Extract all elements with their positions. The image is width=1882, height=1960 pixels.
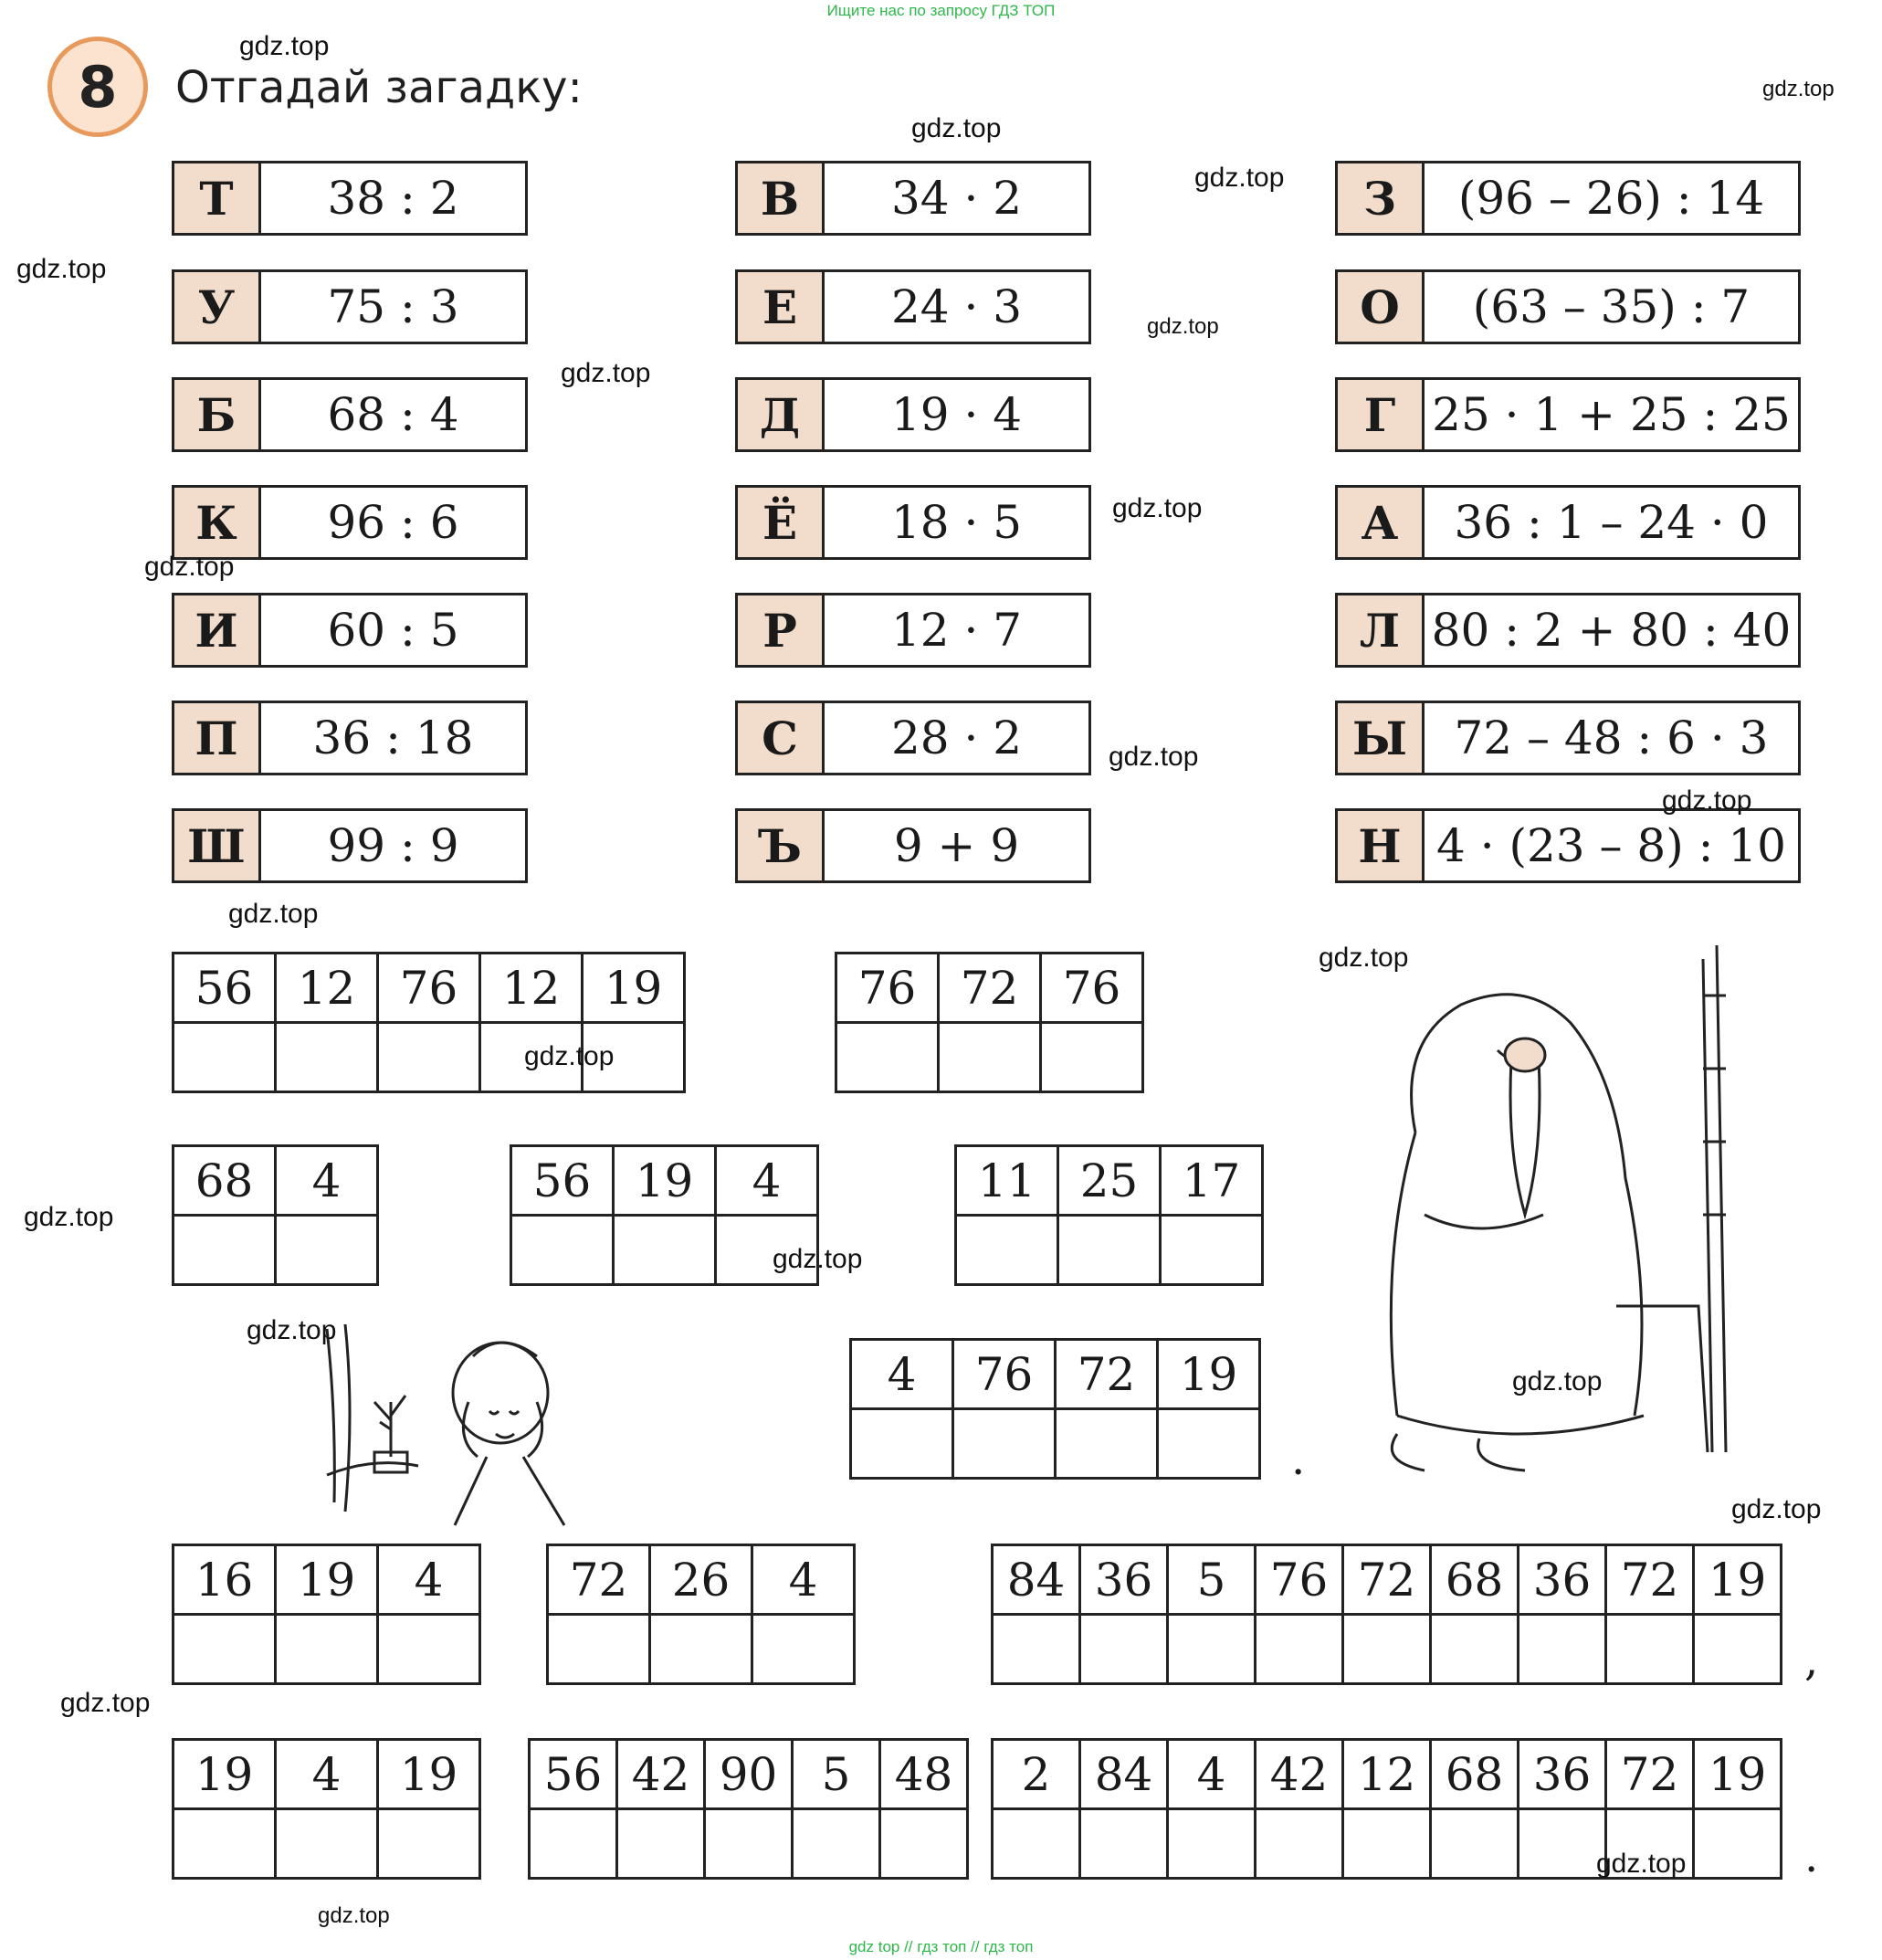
watermark: gdz.top bbox=[239, 31, 330, 61]
answer-cell[interactable] bbox=[1080, 1809, 1168, 1879]
answer-cell[interactable] bbox=[793, 1809, 880, 1879]
card-sh bbox=[172, 808, 528, 883]
grid-number: 68 bbox=[1431, 1545, 1519, 1615]
watermark: gdz.top bbox=[318, 1903, 390, 1928]
answer-cell[interactable] bbox=[1041, 1023, 1143, 1092]
answer-cell[interactable] bbox=[1519, 1615, 1606, 1684]
watermark: gdz.top bbox=[773, 1244, 863, 1274]
card-letter: А bbox=[1338, 488, 1425, 557]
card-expression: 18 · 5 bbox=[890, 496, 1023, 549]
answer-cell[interactable] bbox=[511, 1216, 614, 1285]
answer-cell[interactable] bbox=[851, 1409, 953, 1479]
answer-cell[interactable] bbox=[1694, 1809, 1782, 1879]
answer-cell[interactable] bbox=[956, 1216, 1058, 1285]
watermark: gdz.top bbox=[1596, 1849, 1687, 1879]
grid-number: 19 bbox=[378, 1740, 480, 1809]
answer-cell[interactable] bbox=[1519, 1809, 1606, 1879]
grid-number: 5 bbox=[1168, 1545, 1256, 1615]
answer-grid-11 bbox=[528, 1738, 969, 1880]
grid-number: 72 bbox=[939, 954, 1041, 1023]
answer-cell[interactable] bbox=[378, 1023, 480, 1092]
answer-cell[interactable] bbox=[939, 1023, 1041, 1092]
grid-number: 36 bbox=[1519, 1740, 1606, 1809]
watermark: gdz.top bbox=[1512, 1366, 1603, 1396]
grid-number: 72 bbox=[1606, 1545, 1694, 1615]
grid-number: 12 bbox=[276, 954, 378, 1023]
answer-cell[interactable] bbox=[276, 1023, 378, 1092]
card-expression: 9 + 9 bbox=[893, 819, 1020, 872]
answer-cell[interactable] bbox=[1431, 1809, 1519, 1879]
answer-cell[interactable] bbox=[173, 1809, 276, 1879]
card-n bbox=[1335, 808, 1801, 883]
answer-cell[interactable] bbox=[1080, 1615, 1168, 1684]
grid-number: 19 bbox=[173, 1740, 276, 1809]
grid-number: 2 bbox=[993, 1740, 1080, 1809]
grid-number: 19 bbox=[276, 1545, 378, 1615]
card-letter: Б bbox=[174, 380, 261, 449]
card-letter: П bbox=[174, 703, 261, 773]
card-i bbox=[172, 593, 528, 668]
watermark: gdz.top bbox=[524, 1041, 615, 1071]
period-mark: . bbox=[1291, 1434, 1306, 1485]
card-expression: (63 – 35) : 7 bbox=[1472, 280, 1751, 333]
grid-number: 56 bbox=[511, 1146, 614, 1216]
card-yo bbox=[735, 485, 1091, 560]
answer-cell[interactable] bbox=[1158, 1409, 1260, 1479]
card-letter: Т bbox=[174, 163, 261, 233]
answer-cell[interactable] bbox=[378, 1615, 480, 1684]
answer-cell[interactable] bbox=[1168, 1809, 1256, 1879]
exercise-title: Отгадай загадку: bbox=[175, 62, 583, 113]
watermark: gdz.top bbox=[1109, 742, 1199, 772]
watermark: gdz.top bbox=[1319, 943, 1409, 973]
card-letter: Р bbox=[738, 595, 825, 665]
card-expression: 28 · 2 bbox=[890, 711, 1023, 764]
answer-grid-7 bbox=[172, 1544, 481, 1685]
watermark: gdz.top bbox=[1194, 163, 1285, 193]
answer-cell[interactable] bbox=[378, 1809, 480, 1879]
answer-cell[interactable] bbox=[1168, 1615, 1256, 1684]
card-expression: 4 · (23 – 8) : 10 bbox=[1436, 819, 1786, 872]
exercise-number: 8 bbox=[78, 53, 118, 121]
card-expression: 60 : 5 bbox=[327, 604, 459, 657]
card-expression: 68 : 4 bbox=[327, 388, 459, 441]
card-letter: У bbox=[174, 272, 261, 342]
answer-grid-5 bbox=[954, 1144, 1264, 1286]
grid-number: 25 bbox=[1058, 1146, 1161, 1216]
card-letter: Ё bbox=[738, 488, 825, 557]
answer-cell[interactable] bbox=[1343, 1809, 1431, 1879]
card-expression: 96 : 6 bbox=[327, 496, 459, 549]
grid-number: 19 bbox=[1694, 1545, 1782, 1615]
watermark: gdz.top bbox=[228, 899, 319, 929]
card-k bbox=[172, 485, 528, 560]
grid-number: 56 bbox=[173, 954, 276, 1023]
answer-cell[interactable] bbox=[1694, 1615, 1782, 1684]
answer-cell[interactable] bbox=[1606, 1615, 1694, 1684]
answer-cell[interactable] bbox=[1343, 1615, 1431, 1684]
grid-number: 90 bbox=[705, 1740, 793, 1809]
top-banner: Ищите нас по запросу ГДЗ ТОП bbox=[826, 2, 1056, 19]
card-expression: 34 · 2 bbox=[890, 172, 1023, 225]
card-d bbox=[735, 377, 1091, 452]
grid-number: 36 bbox=[1519, 1545, 1606, 1615]
answer-cell[interactable] bbox=[276, 1809, 378, 1879]
answer-grid-2 bbox=[835, 952, 1144, 1093]
card-letter: И bbox=[174, 595, 261, 665]
grid-number: 17 bbox=[1161, 1146, 1263, 1216]
answer-grid-10 bbox=[172, 1738, 481, 1880]
answer-cell[interactable] bbox=[276, 1615, 378, 1684]
card-letter: Ш bbox=[174, 811, 261, 880]
grid-number: 42 bbox=[617, 1740, 705, 1809]
card-g bbox=[1335, 377, 1801, 452]
card-letter: Д bbox=[738, 380, 825, 449]
watermark: gdz.top bbox=[247, 1315, 337, 1345]
card-e bbox=[735, 269, 1091, 344]
card-a bbox=[1335, 485, 1801, 560]
grid-number: 68 bbox=[173, 1146, 276, 1216]
answer-cell[interactable] bbox=[1058, 1216, 1161, 1285]
card-expression: 36 : 18 bbox=[312, 711, 474, 764]
answer-cell[interactable] bbox=[1431, 1615, 1519, 1684]
grid-number: 4 bbox=[378, 1545, 480, 1615]
grid-number: 4 bbox=[1168, 1740, 1256, 1809]
card-v bbox=[735, 161, 1091, 236]
answer-cell[interactable] bbox=[993, 1615, 1080, 1684]
card-expression: (96 – 26) : 14 bbox=[1457, 172, 1765, 225]
grid-number: 84 bbox=[993, 1545, 1080, 1615]
grid-number: 76 bbox=[836, 954, 939, 1023]
old-man-illustration bbox=[1342, 941, 1781, 1489]
card-letter: Ы bbox=[1338, 703, 1425, 773]
card-expression: 80 : 2 + 80 : 40 bbox=[1431, 604, 1792, 657]
card-expression: 19 · 4 bbox=[890, 388, 1023, 441]
grid-number: 84 bbox=[1080, 1740, 1168, 1809]
watermark: gdz.top bbox=[16, 254, 107, 284]
watermark: gdz.top bbox=[1147, 314, 1219, 339]
card-expression: 12 · 7 bbox=[890, 604, 1023, 657]
card-letter: Н bbox=[1338, 811, 1425, 880]
card-expression: 72 – 48 : 6 · 3 bbox=[1454, 711, 1769, 764]
answer-cell[interactable] bbox=[993, 1809, 1080, 1879]
answer-cell[interactable] bbox=[1161, 1216, 1263, 1285]
grid-number: 72 bbox=[1606, 1740, 1694, 1809]
card-l bbox=[1335, 593, 1801, 668]
card-hard-sign bbox=[735, 808, 1091, 883]
grid-number: 72 bbox=[1343, 1545, 1431, 1615]
card-letter: В bbox=[738, 163, 825, 233]
card-s bbox=[735, 701, 1091, 775]
answer-cell[interactable] bbox=[530, 1809, 617, 1879]
card-letter: З bbox=[1338, 163, 1425, 233]
answer-grid-9 bbox=[991, 1544, 1782, 1685]
card-r bbox=[735, 593, 1091, 668]
bottom-banner: gdz top // гдз топ // гдз топ bbox=[848, 1938, 1034, 1955]
card-t bbox=[172, 161, 528, 236]
card-letter: О bbox=[1338, 272, 1425, 342]
grid-number: 12 bbox=[1343, 1740, 1431, 1809]
card-o bbox=[1335, 269, 1801, 344]
watermark: gdz.top bbox=[1731, 1494, 1822, 1524]
grid-number: 26 bbox=[650, 1545, 752, 1615]
watermark: gdz.top bbox=[561, 358, 651, 388]
answer-grid-3 bbox=[172, 1144, 379, 1286]
card-p bbox=[172, 701, 528, 775]
card-y bbox=[1335, 701, 1801, 775]
grid-number: 19 bbox=[583, 954, 685, 1023]
answer-cell[interactable] bbox=[617, 1809, 705, 1879]
watermark: gdz.top bbox=[911, 113, 1002, 143]
watermark: gdz.top bbox=[1112, 493, 1203, 523]
grid-number: 68 bbox=[1431, 1740, 1519, 1809]
answer-cell[interactable] bbox=[173, 1023, 276, 1092]
card-letter: Е bbox=[738, 272, 825, 342]
grid-number: 4 bbox=[752, 1545, 855, 1615]
grid-number: 4 bbox=[276, 1740, 378, 1809]
grid-number: 4 bbox=[716, 1146, 818, 1216]
watermark: gdz.top bbox=[24, 1202, 114, 1232]
grid-number: 48 bbox=[880, 1740, 968, 1809]
grid-number: 16 bbox=[173, 1545, 276, 1615]
grid-number: 76 bbox=[1041, 954, 1143, 1023]
crying-girl-illustration bbox=[318, 1320, 647, 1530]
watermark: gdz.top bbox=[60, 1688, 151, 1718]
card-u bbox=[172, 269, 528, 344]
answer-cell[interactable] bbox=[953, 1409, 1056, 1479]
grid-number: 4 bbox=[276, 1146, 378, 1216]
card-expression: 99 : 9 bbox=[327, 819, 459, 872]
grid-number: 19 bbox=[614, 1146, 716, 1216]
grid-number: 56 bbox=[530, 1740, 617, 1809]
card-expression: 25 · 1 + 25 : 25 bbox=[1432, 388, 1791, 441]
grid-number: 4 bbox=[851, 1340, 953, 1409]
watermark: gdz.top bbox=[1662, 785, 1752, 816]
card-letter: С bbox=[738, 703, 825, 773]
watermark: gdz.top bbox=[144, 552, 235, 582]
answer-cell[interactable] bbox=[173, 1216, 276, 1285]
grid-number: 11 bbox=[956, 1146, 1058, 1216]
card-expression: 75 : 3 bbox=[327, 280, 459, 333]
grid-number: 76 bbox=[953, 1340, 1056, 1409]
watermark: gdz.top bbox=[1762, 77, 1835, 101]
answer-cell[interactable] bbox=[1256, 1809, 1343, 1879]
grid-number: 72 bbox=[1056, 1340, 1158, 1409]
answer-cell[interactable] bbox=[650, 1615, 752, 1684]
grid-number: 72 bbox=[548, 1545, 650, 1615]
grid-number: 36 bbox=[1080, 1545, 1168, 1615]
answer-cell[interactable] bbox=[880, 1809, 968, 1879]
answer-grid-8 bbox=[546, 1544, 856, 1685]
answer-cell[interactable] bbox=[614, 1216, 716, 1285]
grid-number: 19 bbox=[1694, 1740, 1782, 1809]
card-letter: К bbox=[174, 488, 261, 557]
answer-cell[interactable] bbox=[173, 1615, 276, 1684]
comma-mark: , bbox=[1804, 1635, 1819, 1686]
card-expression: 38 : 2 bbox=[327, 172, 459, 225]
answer-cell[interactable] bbox=[752, 1615, 855, 1684]
answer-cell[interactable] bbox=[836, 1023, 939, 1092]
grid-number: 19 bbox=[1158, 1340, 1260, 1409]
card-z bbox=[1335, 161, 1801, 236]
card-letter: Ъ bbox=[738, 811, 825, 880]
grid-number: 42 bbox=[1256, 1740, 1343, 1809]
card-expression: 36 : 1 – 24 · 0 bbox=[1454, 496, 1769, 549]
period-mark: . bbox=[1804, 1831, 1819, 1882]
answer-grid-6 bbox=[849, 1338, 1261, 1480]
grid-number: 76 bbox=[1256, 1545, 1343, 1615]
grid-number: 12 bbox=[480, 954, 583, 1023]
card-expression: 24 · 3 bbox=[890, 280, 1023, 333]
answer-cell[interactable] bbox=[276, 1216, 378, 1285]
answer-cell[interactable] bbox=[1256, 1615, 1343, 1684]
answer-cell[interactable] bbox=[705, 1809, 793, 1879]
card-b bbox=[172, 377, 528, 452]
exercise-number-badge bbox=[47, 37, 148, 137]
card-letter: Г bbox=[1338, 380, 1425, 449]
grid-number: 76 bbox=[378, 954, 480, 1023]
grid-number: 5 bbox=[793, 1740, 880, 1809]
answer-cell[interactable] bbox=[548, 1615, 650, 1684]
answer-cell[interactable] bbox=[1056, 1409, 1158, 1479]
card-letter: Л bbox=[1338, 595, 1425, 665]
